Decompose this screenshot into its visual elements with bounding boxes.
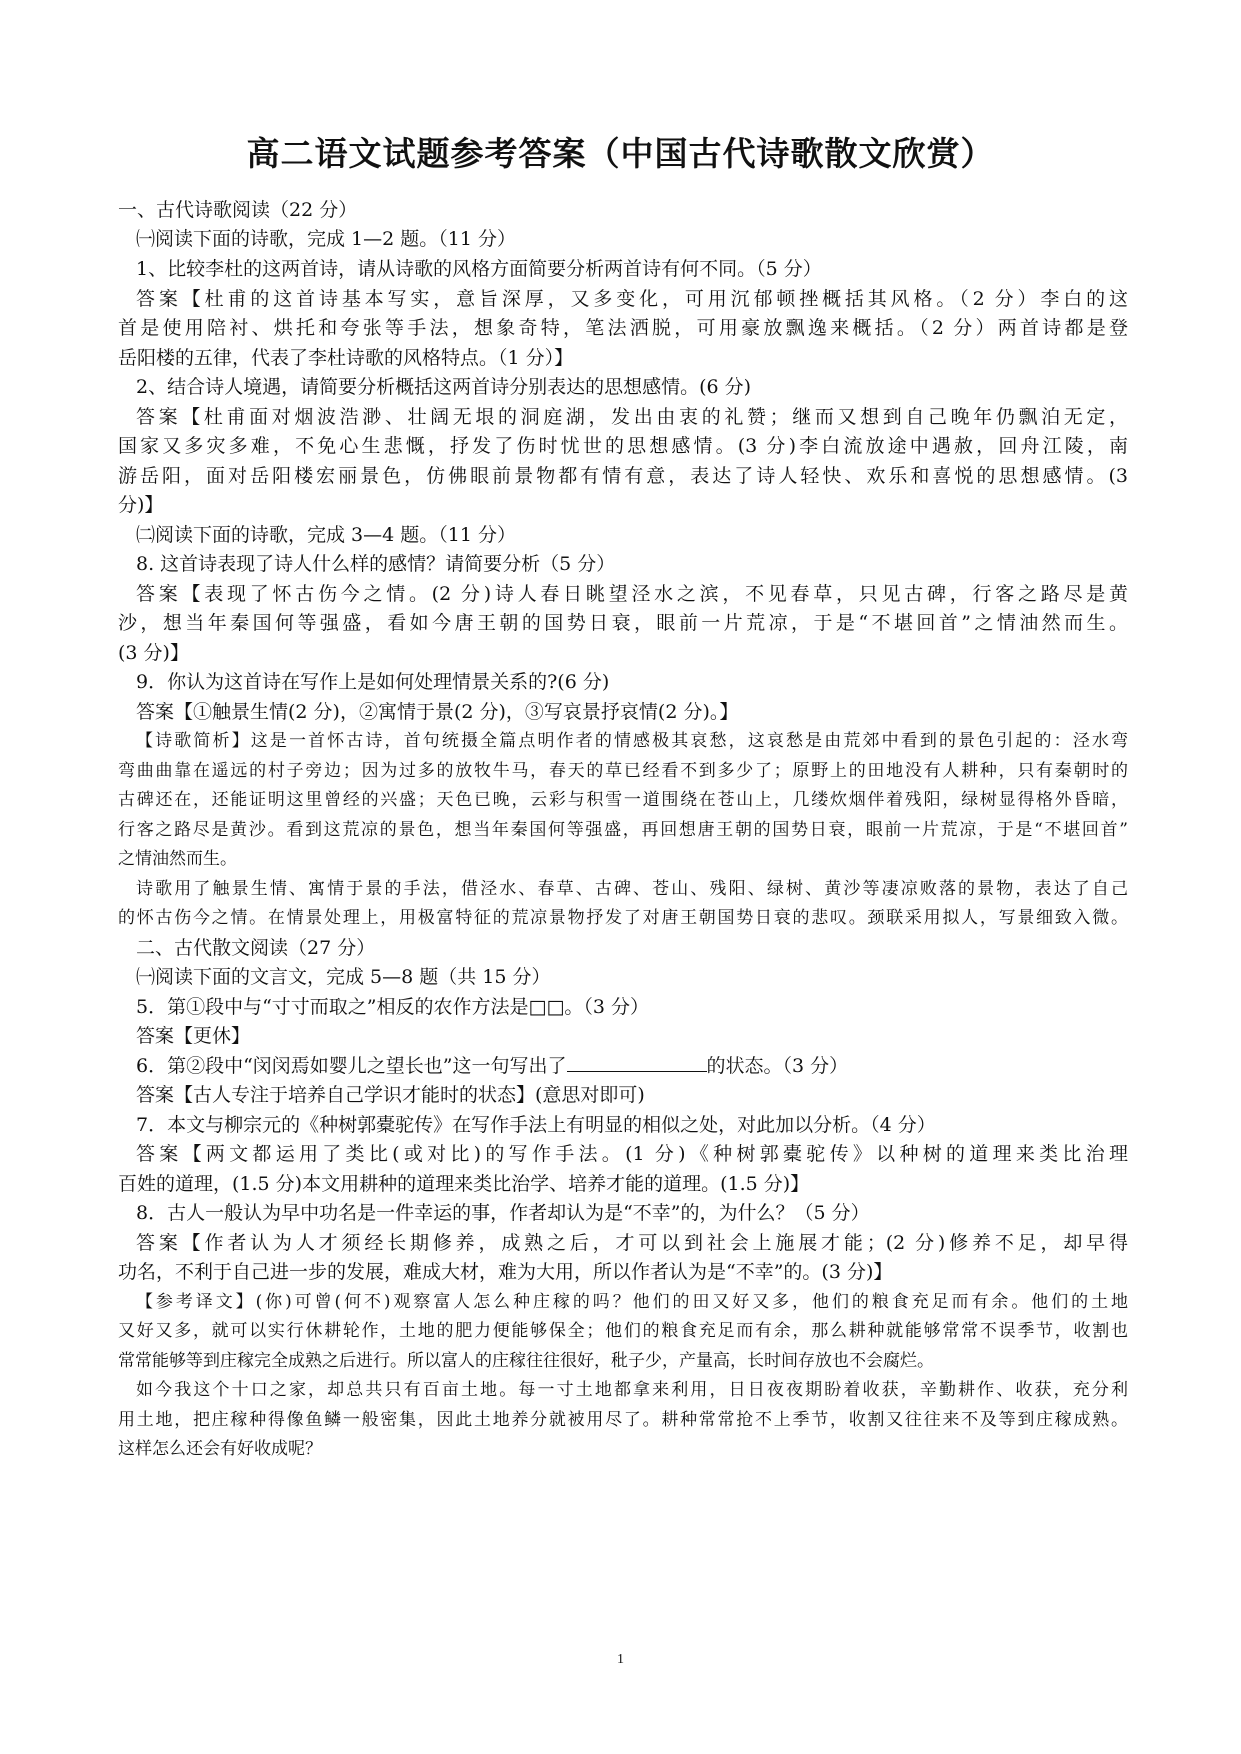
translation-line: 用土地，把庄稼种得像鱼鳞一般密集，因此土地养分就被用尽了。耕种常常抢不上季节，收割又往往来不及等到庄稼成熟。: [118, 1410, 1128, 1430]
section-heading: 一、古代诗歌阅读（22 分）: [118, 199, 358, 221]
answer-line: 游岳阳，面对岳阳楼宏丽景色，仿佛眼前景物都有情有意，表达了诗人轻快、欢乐和喜悦的思想感情。(3: [118, 465, 1128, 487]
answer-line: 答案【更休】: [136, 1025, 251, 1047]
question: 7．本文与柳宗元的《种树郭橐驼传》在写作手法上有明显的相似之处，对此加以分析。（4 分）: [136, 1114, 936, 1136]
question-group-heading: ㈠阅读下面的文言文，完成 5—8 题（共 15 分）: [136, 966, 551, 988]
question: 5．第①段中与“寸寸而取之”相反的农作方法是□□。（3 分）: [136, 996, 650, 1018]
translation-line: 【参考译文】(你)可曾(何不)观察富人怎么种庄稼的吗？他们的田又好又多，他们的粮食充足而有余。他们的土地: [136, 1292, 1128, 1312]
answer-line: 答案【表现了怀古伤今之情。(2 分)诗人春日眺望泾水之滨，不见春草，只见古碑，行客之路尽是黄: [136, 583, 1128, 605]
page-title: 高二语文试题参考答案（中国古代诗歌散文欣赏）: [246, 134, 995, 173]
analysis-line: 古碑还在，还能证明这里曾经的兴盛；天色已晚，云彩与积雪一道围绕在苍山上，几缕炊烟伴着残阳，绿树显得格外昏暗，: [118, 790, 1128, 810]
question-text-tail: 的状态。（3 分）: [706, 1055, 849, 1077]
answer-line: 百姓的道理，(1.5 分)本文用耕种的道理来类比治学、培养才能的道理。(1.5 分)】: [118, 1173, 810, 1195]
answer-line: 国家又多灾多难，不免心生悲慨，抒发了伤时忧世的思想感情。(3 分)李白流放途中遇赦，回舟江陵，南: [118, 435, 1128, 457]
translation-line: 又好又多，就可以实行休耕轮作，土地的肥力便能够保全；他们的粮食充足而有余，那么耕种就能够常常不误季节，收割也: [118, 1321, 1128, 1341]
question-group-heading: ㈠阅读下面的诗歌，完成 1—2 题。（11 分）: [136, 228, 516, 250]
question: [136, 1053, 1128, 1079]
analysis-line: 的怀古伤今之情。在情景处理上，用极富特征的荒凉景物抒发了对唐王朝国势日衰的悲叹。颈联采用拟人，写景细致入微。: [118, 908, 1128, 928]
analysis-line: 弯曲曲靠在遥远的村子旁边；因为过多的放牧牛马，春天的草已经看不到多少了；原野上的田地没有人耕种，只有秦朝时的: [118, 761, 1128, 781]
question: 2、结合诗人境遇，请简要分析概括这两首诗分别表达的思想感情。(6 分): [136, 376, 752, 398]
answer-line: 答案【杜甫的这首诗基本写实，意旨深厚，又多变化，可用沉郁顿挫概括其风格。（2 分）李白的这: [136, 288, 1128, 310]
fill-blank: [567, 1053, 707, 1072]
question-group-heading: ㈡阅读下面的诗歌，完成 3—4 题。（11 分）: [136, 524, 516, 546]
section-heading: 二、古代散文阅读（27 分）: [136, 937, 376, 959]
analysis-line: 诗歌用了触景生情、寓情于景的手法，借泾水、春草、古碑、苍山、残阳、绿树、黄沙等凄凉败落的景物，表达了自己: [136, 879, 1128, 899]
answer-line: 答案【两文都运用了类比(或对比)的写作手法。(1 分)《种树郭橐驼传》以种树的道理来类比治理: [136, 1143, 1128, 1165]
answer-line: 首是使用陪衬、烘托和夸张等手法，想象奇特，笔法洒脱，可用豪放飘逸来概括。（2 分）两首诗都是登: [118, 317, 1128, 339]
answer-line: 答案【古人专注于培养自己学识才能时的状态】(意思对即可): [136, 1084, 645, 1106]
page-number: 1: [617, 1652, 624, 1667]
analysis-line: 【诗歌简析】这是一首怀古诗，首句统摄全篇点明作者的情感极其哀愁，这哀愁是由荒郊中看到的景色引起的：泾水弯: [136, 731, 1128, 751]
question: 8．古人一般认为早中功名是一件幸运的事，作者却认为是“不幸”的，为什么？（5 分）: [136, 1202, 870, 1224]
analysis-line: 行客之路尽是黄沙。看到这荒凉的景色，想当年秦国何等强盛，再回想唐王朝的国势日衰，眼前一片荒凉，于是“不堪回首”: [118, 820, 1128, 840]
translation-line: 如今我这个十口之家，却总共只有百亩土地。每一寸土地都拿来利用，日日夜夜期盼着收获，辛勤耕作、收获，充分利: [136, 1380, 1128, 1400]
analysis-line: 之情油然而生。: [118, 849, 237, 869]
answer-line: 沙，想当年秦国何等强盛，看如今唐王朝的国势日衰，眼前一片荒凉，于是“不堪回首”之情油然而生。: [118, 612, 1128, 634]
answer-line: 答案【杜甫面对烟波浩渺、壮阔无垠的洞庭湖，发出由衷的礼赞；继而又想到自己晚年仍飘泊无定，: [136, 406, 1128, 428]
question-text: 6．第②段中“闵闵焉如婴儿之望长也”这一句写出了: [136, 1055, 567, 1077]
answer-line: 答案【作者认为人才须经长期修养，成熟之后，才可以到社会上施展才能；(2 分)修养不足，却早得: [136, 1232, 1128, 1254]
answer-line: 分)】: [118, 494, 164, 516]
question: 1、比较李杜的这两首诗，请从诗歌的风格方面简要分析两首诗有何不同。（5 分）: [136, 258, 822, 280]
answer-line: 答案【①触景生情(2 分)，②寓情于景(2 分)，③写哀景抒哀情(2 分)。】: [136, 701, 739, 723]
translation-line: 这样怎么还会有好收成呢？: [118, 1439, 322, 1459]
answer-line: (3 分)】: [118, 642, 189, 664]
answer-line: 功名，不利于自己进一步的发展，难成大材，难为大用，所以作者认为是“不幸”的。(3 分)】: [118, 1261, 893, 1283]
answer-line: 岳阳楼的五律，代表了李杜诗歌的风格特点。（1 分）】: [118, 347, 574, 369]
question: 9．你认为这首诗在写作上是如何处理情景关系的?(6 分): [136, 671, 610, 693]
translation-line: 常常能够等到庄稼完全成熟之后进行。所以富人的庄稼往往很好，秕子少，产量高，长时间存放也不会腐烂。: [118, 1351, 934, 1371]
question: 8. 这首诗表现了诗人什么样的感情？请简要分析（5 分）: [136, 553, 616, 575]
